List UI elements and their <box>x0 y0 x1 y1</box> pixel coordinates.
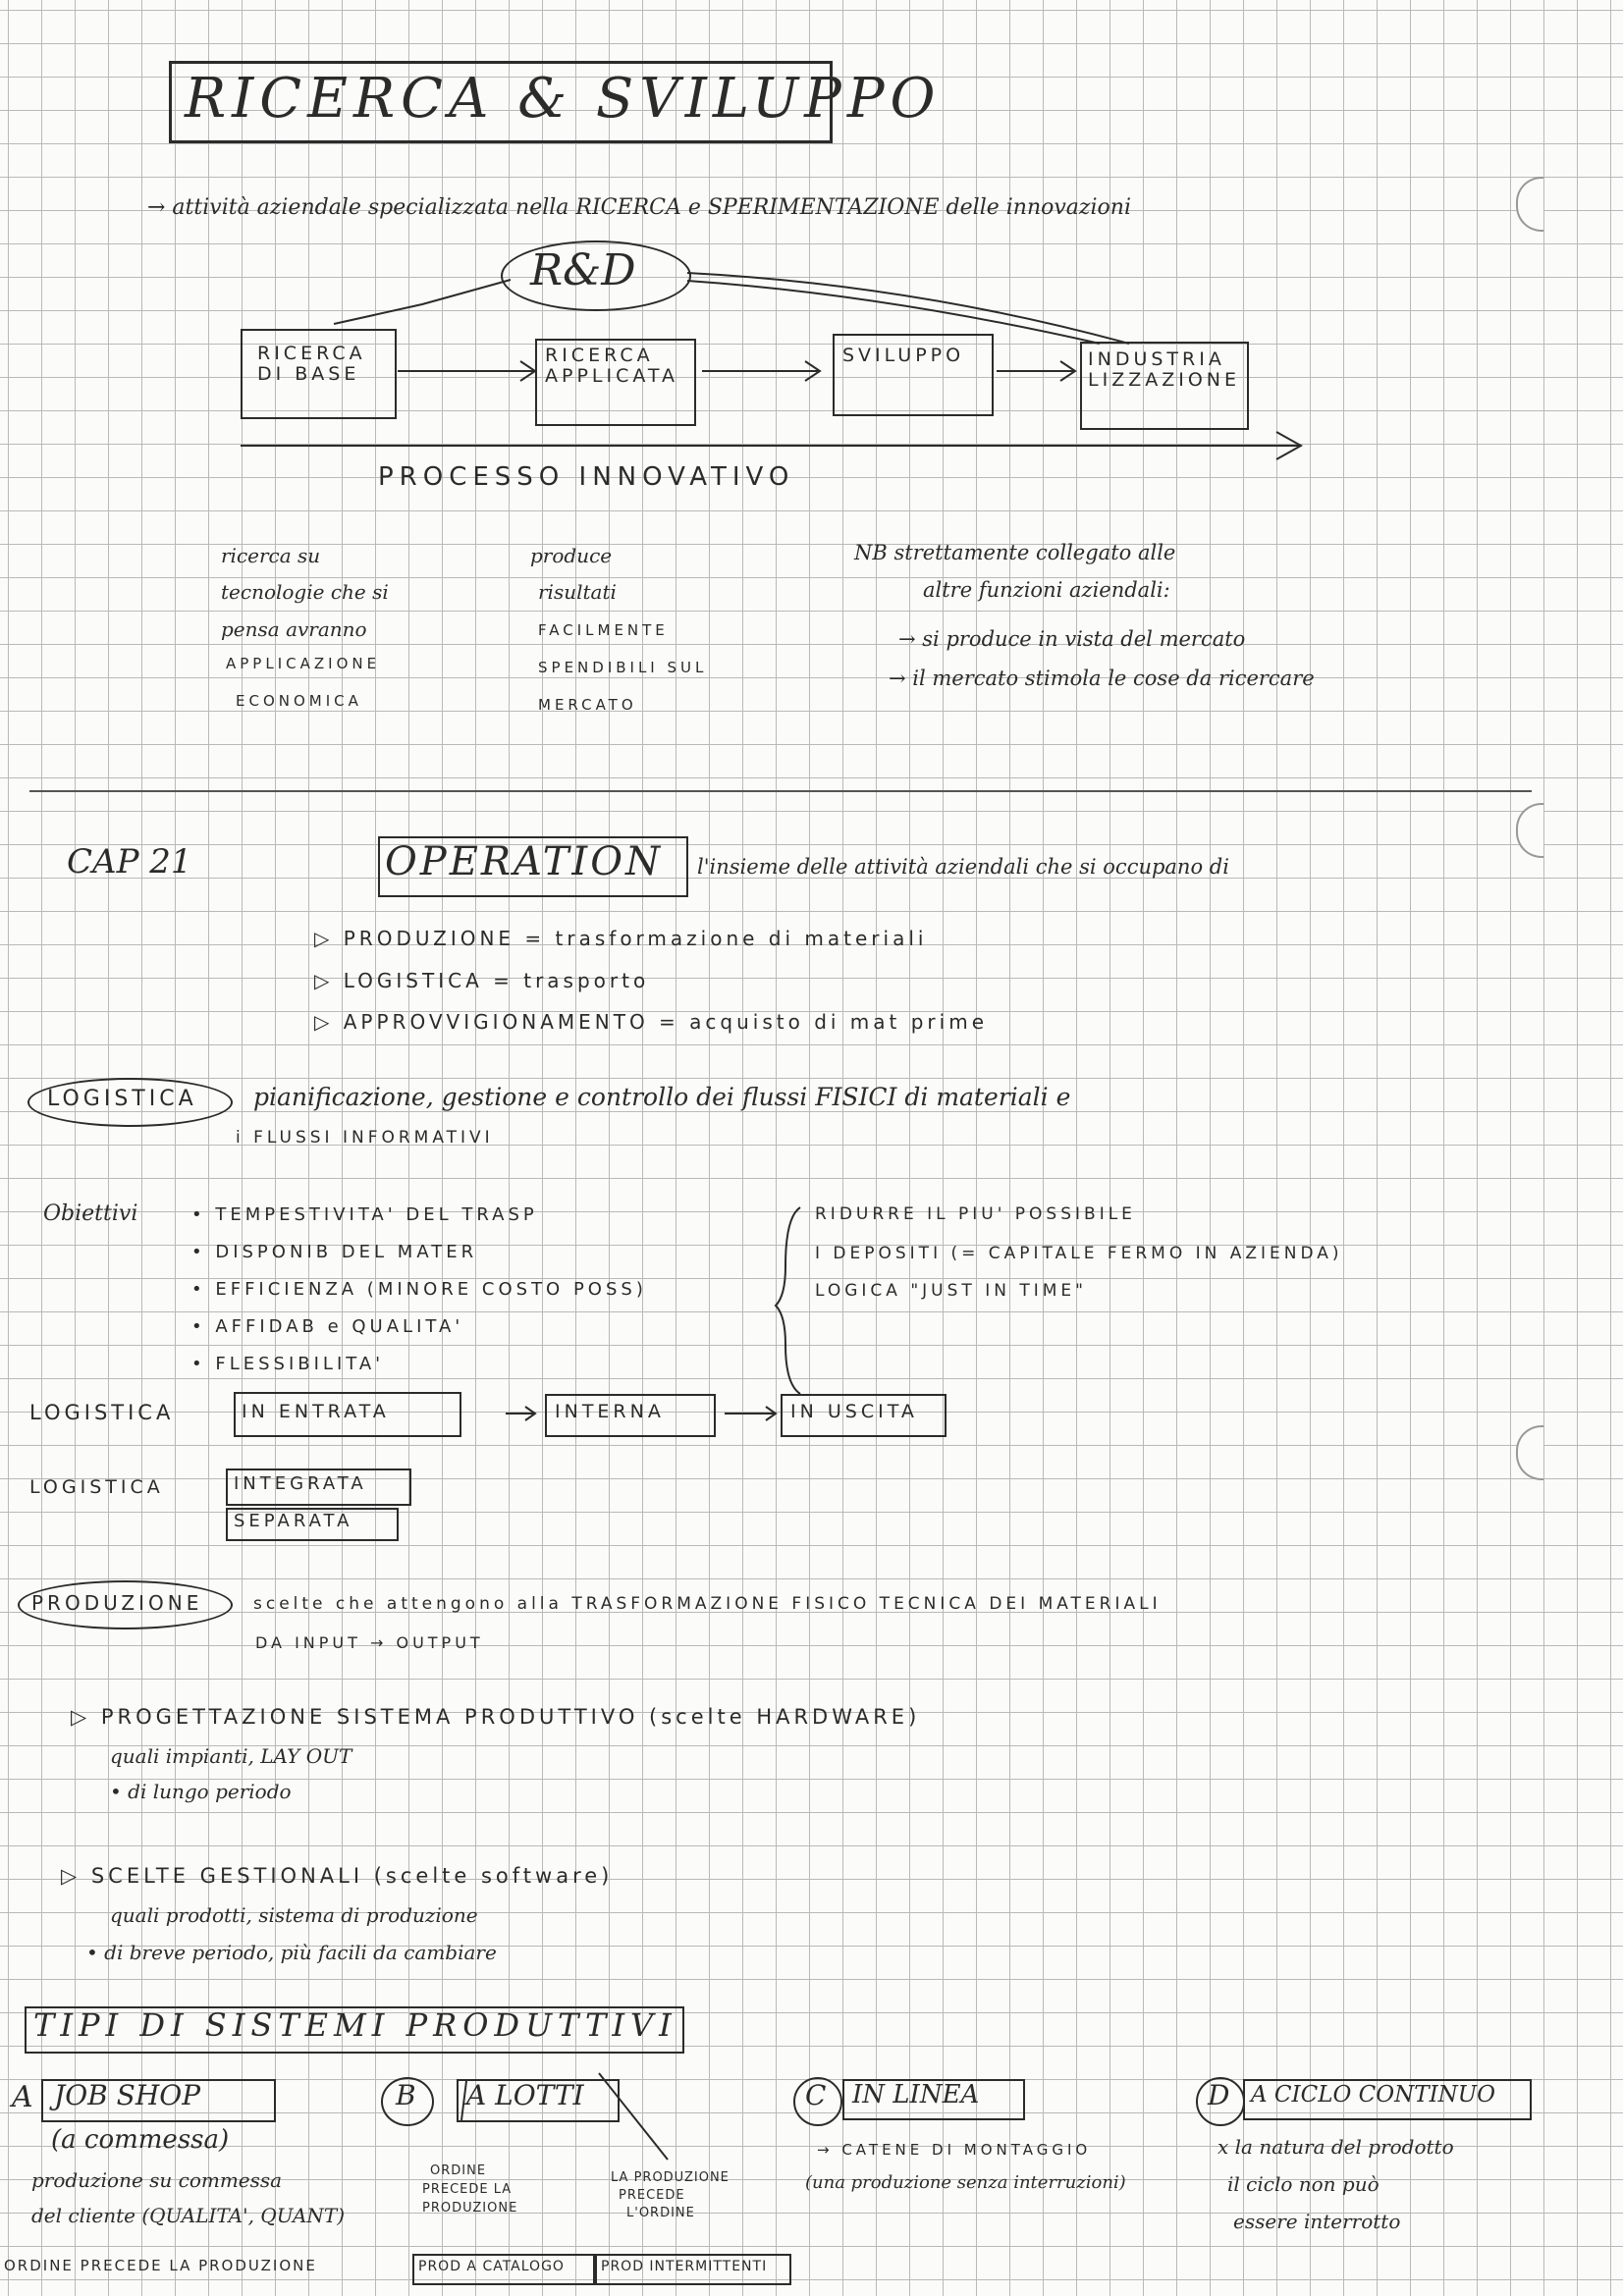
operation-item-logistica: ▷ LOGISTICA = trasporto <box>314 969 650 992</box>
produzione-label: PRODUZIONE <box>31 1591 203 1615</box>
stage-sviluppo: SVILUPPO <box>842 345 965 366</box>
type-b-note: PRECEDE LA <box>422 2182 513 2197</box>
type-d-desc: il ciclo non può <box>1227 2172 1380 2196</box>
reduce-line: RIDURRE IL PIU' POSSIBILE <box>815 1204 1136 1224</box>
type-c-desc: → CATENE DI MONTAGGIO <box>817 2141 1092 2159</box>
rd-acronym: R&D <box>530 245 636 295</box>
flow-interna: INTERNA <box>555 1401 665 1422</box>
logistica-definition: pianificazione, gestione e controllo dei flussi FISICI di materiali e <box>253 1083 1071 1111</box>
logistica-types-label: LOGISTICA <box>29 1476 164 1498</box>
software-sub: • di breve periodo, più facili da cambiare <box>86 1941 497 1964</box>
chapter-label: CAP 21 <box>67 842 192 881</box>
process-label: PROCESSO INNOVATIVO <box>378 462 795 492</box>
objective-item: • FLESSIBILITA' <box>191 1354 385 1374</box>
objective-item: • DISPONIB DEL MATER <box>191 1242 478 1262</box>
footer-catalogo: PROD A CATALOGO <box>418 2259 565 2274</box>
type-b-note: PRODUZIONE <box>422 2201 518 2216</box>
produzione-definition: scelte che attengono alla TRASFORMAZIONE FISICO TECNICA DEI MATERIALI <box>253 1594 1162 1614</box>
type-c-letter: C <box>805 2079 827 2111</box>
objective-item: • TEMPESTIVITA' DEL TRASP <box>191 1204 538 1225</box>
page-title: RICERCA & SVILUPPO <box>185 67 942 131</box>
reduce-line: I DEPOSITI (= CAPITALE FERMO IN AZIENDA) <box>815 1244 1343 1263</box>
type-b-title: A LOTTI <box>466 2079 584 2111</box>
flow-entrata: IN ENTRATA <box>242 1401 390 1422</box>
type-integrata: INTEGRATA <box>234 1473 367 1494</box>
operation-item-approvvigionamento: ▷ APPROVVIGIONAMENTO = acquisto di mat prime <box>314 1010 988 1034</box>
produzione-definition-2: DA INPUT → OUTPUT <box>255 1633 484 1652</box>
hardware-sub: • di lungo periodo <box>110 1780 292 1803</box>
hardware-sub: quali impianti, LAY OUT <box>110 1744 352 1768</box>
note-line: FACILMENTE <box>538 621 669 639</box>
stage-ricerca-applicata: RICERCA APPLICATA <box>545 345 679 387</box>
note-line: tecnologie che si <box>221 580 389 604</box>
objective-item: • EFFICIENZA (MINORE COSTO POSS) <box>191 1279 647 1300</box>
rd-definition: → attività aziendale specializzata nella RICERCA e SPERIMENTAZIONE delle innovazioni <box>147 195 1131 220</box>
note-line: ricerca su <box>221 544 321 567</box>
type-a-letter: A <box>12 2080 33 2114</box>
footer-ordine: ORDINE PRECEDE LA PRODUZIONE <box>4 2257 317 2274</box>
type-separata: SEPARATA <box>234 1511 353 1531</box>
type-d-title: A CICLO CONTINUO <box>1251 2082 1496 2108</box>
stage-ricerca-base: RICERCA DI BASE <box>257 343 366 385</box>
sistemi-title: TIPI DI SISTEMI PRODUTTIVI <box>33 2006 677 2044</box>
logistica-label: LOGISTICA <box>47 1087 197 1111</box>
hardware-choice: ▷ PROGETTAZIONE SISTEMA PRODUTTIVO (scelte HARDWARE) <box>71 1705 921 1729</box>
type-b-note: L'ORDINE <box>626 2206 695 2220</box>
type-d-letter: D <box>1208 2079 1230 2111</box>
type-b-note: ORDINE <box>430 2163 487 2178</box>
software-choice: ▷ SCELTE GESTIONALI (scelte software) <box>61 1864 614 1888</box>
flow-uscita: IN USCITA <box>790 1401 918 1422</box>
note-line: APPLICAZIONE <box>226 655 381 672</box>
objective-item: • AFFIDAB e QUALITA' <box>191 1316 464 1337</box>
type-c-desc: (una produzione senza interruzioni) <box>805 2172 1126 2193</box>
note-line: pensa avranno <box>221 617 367 641</box>
note-line: risultati <box>538 580 617 604</box>
operation-item-produzione: ▷ PRODUZIONE = trasformazione di materiali <box>314 927 928 950</box>
note-line: SPENDIBILI SUL <box>538 659 708 676</box>
logistica-definition-2: i FLUSSI INFORMATIVI <box>236 1128 494 1148</box>
operation-definition: l'insieme delle attività aziendali che si occupano di <box>697 855 1229 879</box>
type-a-title: JOB SHOP <box>54 2079 201 2111</box>
footer-intermittenti: PROD INTERMITTENTI <box>601 2259 768 2274</box>
note-line: MERCATO <box>538 696 637 714</box>
note-line: altre funzioni aziendali: <box>923 578 1170 602</box>
type-d-desc: essere interrotto <box>1233 2210 1401 2233</box>
type-a-desc: del cliente (QUALITA', QUANT) <box>31 2204 346 2227</box>
stage-industrializzazione: INDUSTRIA LIZZAZIONE <box>1088 348 1241 391</box>
type-d-desc: x la natura del prodotto <box>1217 2135 1454 2159</box>
note-line: ECONOMICA <box>236 692 362 710</box>
objectives-label: Obiettivi <box>43 1201 138 1226</box>
note-line: → si produce in vista del mercato <box>898 627 1246 651</box>
type-a-sub: (a commessa) <box>51 2125 230 2155</box>
note-line: → il mercato stimola le cose da ricercare <box>889 667 1315 690</box>
logistica-flow-label: LOGISTICA <box>29 1401 175 1424</box>
operation-title: OPERATION <box>385 839 663 884</box>
type-b-letter: B <box>396 2079 416 2111</box>
note-line: NB strettamente collegato alle <box>854 541 1176 564</box>
type-b-note: LA PRODUZIONE <box>611 2170 730 2185</box>
reduce-line: LOGICA "JUST IN TIME" <box>815 1281 1087 1301</box>
type-c-title: IN LINEA <box>852 2080 980 2109</box>
software-sub: quali prodotti, sistema di produzione <box>110 1903 478 1927</box>
type-b-note: PRECEDE <box>619 2188 685 2203</box>
note-line: produce <box>530 544 613 567</box>
type-a-desc: produzione su commessa <box>31 2168 283 2192</box>
